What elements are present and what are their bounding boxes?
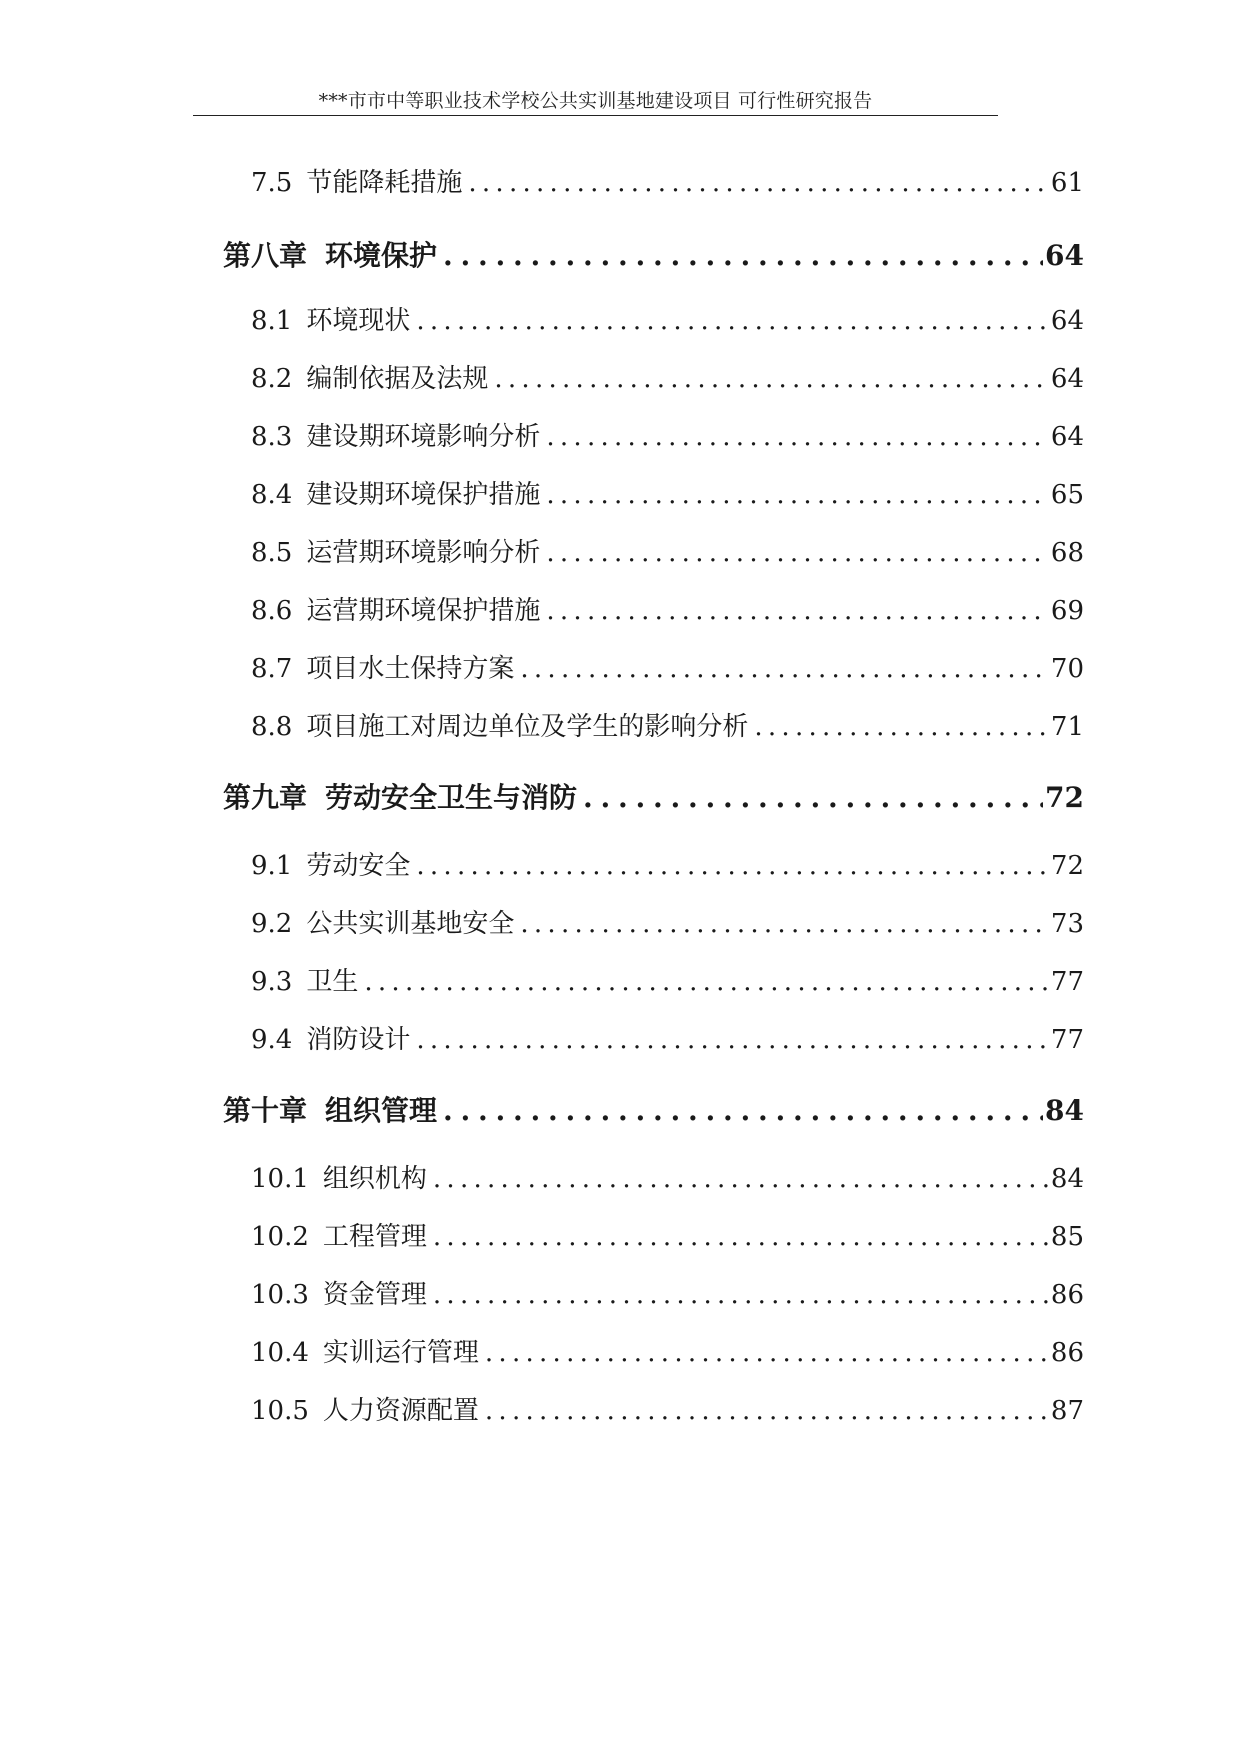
toc-chapter-title: 环境保护 — [325, 239, 438, 272]
toc-chapter-number: 第九章 — [223, 781, 308, 814]
toc-dot-leader — [546, 480, 1049, 510]
toc-entry-title: 消防设计 — [306, 1025, 411, 1055]
toc-dot-leader — [416, 306, 1049, 336]
toc-chapter-page: 84 — [1045, 1094, 1084, 1127]
toc-entry-page: 64 — [1050, 364, 1084, 394]
toc-entry-page: 64 — [1050, 422, 1084, 452]
toc-entry-8-6[interactable] — [251, 590, 1084, 627]
toc-entry-title: 公共实训基地安全 — [306, 909, 515, 939]
toc-entry-9-3[interactable] — [251, 961, 1084, 998]
toc-entry-title: 编制依据及法规 — [306, 364, 489, 394]
toc-dot-leader — [468, 168, 1049, 198]
toc-entry-number: 9.3 — [251, 967, 293, 997]
toc-dot-leader — [416, 1025, 1049, 1055]
toc-chapter-title: 组织管理 — [325, 1094, 438, 1127]
toc-dot-leader — [433, 1222, 1049, 1252]
toc-dot-leader — [546, 538, 1049, 568]
toc-entry-number: 8.8 — [251, 712, 293, 742]
toc-entry-title: 资金管理 — [322, 1280, 427, 1310]
toc-entry-8-8[interactable] — [251, 706, 1084, 743]
toc-entry-number: 8.3 — [251, 422, 293, 452]
toc-entry-number: 7.5 — [251, 168, 293, 198]
toc-entry-page: 72 — [1050, 851, 1084, 881]
toc-chapter-number: 第十章 — [223, 1094, 308, 1127]
toc-entry-title: 节能降耗措施 — [306, 168, 463, 198]
toc-dot-leader — [520, 654, 1049, 684]
toc-chapter-8[interactable] — [223, 234, 1084, 274]
toc-entry-title: 环境现状 — [306, 306, 411, 336]
toc-chapter-10[interactable] — [223, 1089, 1084, 1129]
toc-entry-10-5[interactable] — [251, 1390, 1084, 1427]
toc-dot-leader — [416, 851, 1049, 881]
toc-entry-9-2[interactable] — [251, 903, 1084, 940]
toc-entry-number: 9.4 — [251, 1025, 293, 1055]
toc-entry-page: 86 — [1050, 1338, 1084, 1368]
toc-entry-number: 8.6 — [251, 596, 293, 626]
toc-entry-page: 73 — [1050, 909, 1084, 939]
toc-entry-number: 8.2 — [251, 364, 293, 394]
toc-entry-page: 61 — [1050, 168, 1084, 198]
toc-chapter-number: 第八章 — [223, 239, 308, 272]
toc-entry-title: 项目施工对周边单位及学生的影响分析 — [306, 712, 749, 742]
toc-entry-9-4[interactable] — [251, 1019, 1084, 1056]
toc-entry-number: 10.1 — [251, 1164, 309, 1194]
toc-entry-number: 8.4 — [251, 480, 293, 510]
toc-dot-leader — [364, 967, 1049, 997]
toc-dot-leader — [754, 712, 1049, 742]
toc-entry-number: 10.4 — [251, 1338, 309, 1368]
toc-entry-8-2[interactable] — [251, 358, 1084, 395]
toc-entry-title: 实训运行管理 — [322, 1338, 479, 1368]
toc-entry-10-1[interactable] — [251, 1158, 1084, 1195]
toc-entry-10-2[interactable] — [251, 1216, 1084, 1253]
toc-dot-leader — [443, 1094, 1043, 1127]
running-header: ***市市中等职业技术学校公共实训基地建设项目 可行性研究报告 — [318, 90, 873, 112]
toc-entry-number: 8.5 — [251, 538, 293, 568]
toc-entry-page: 86 — [1050, 1280, 1084, 1310]
toc-entry-title: 人力资源配置 — [322, 1396, 479, 1426]
toc-dot-leader — [494, 364, 1049, 394]
toc-dot-leader — [546, 422, 1049, 452]
toc-entry-number: 8.7 — [251, 654, 293, 684]
toc-chapter-9[interactable] — [223, 776, 1084, 816]
toc-entry-title: 运营期环境影响分析 — [306, 538, 541, 568]
toc-entry-8-5[interactable] — [251, 532, 1084, 569]
toc-dot-leader — [433, 1280, 1049, 1310]
toc-entry-7-5[interactable] — [251, 162, 1084, 199]
toc-entry-page: 64 — [1050, 306, 1084, 336]
toc-entry-page: 85 — [1050, 1222, 1084, 1252]
toc-chapter-page: 64 — [1045, 239, 1084, 272]
toc-entry-number: 9.1 — [251, 851, 293, 881]
toc-entry-title: 工程管理 — [322, 1222, 427, 1252]
toc-entry-title: 建设期环境影响分析 — [306, 422, 541, 452]
toc-dot-leader — [485, 1338, 1049, 1368]
toc-entry-10-3[interactable] — [251, 1274, 1084, 1311]
toc-entry-page: 87 — [1050, 1396, 1084, 1426]
toc-entry-number: 10.2 — [251, 1222, 309, 1252]
toc-dot-leader — [443, 239, 1043, 272]
toc-entry-title: 项目水土保持方案 — [306, 654, 515, 684]
toc-dot-leader — [433, 1164, 1049, 1194]
toc-entry-page: 84 — [1050, 1164, 1084, 1194]
toc-entry-page: 71 — [1050, 712, 1084, 742]
toc-entry-title: 组织机构 — [322, 1164, 427, 1194]
toc-entry-number: 10.3 — [251, 1280, 309, 1310]
toc-entry-page: 65 — [1050, 480, 1084, 510]
toc-entry-8-7[interactable] — [251, 648, 1084, 685]
toc-entry-8-4[interactable] — [251, 474, 1084, 511]
toc-entry-page: 70 — [1050, 654, 1084, 684]
toc-entry-page: 77 — [1050, 967, 1084, 997]
toc-entry-10-4[interactable] — [251, 1332, 1084, 1369]
toc-entry-page: 69 — [1050, 596, 1084, 626]
toc-dot-leader — [520, 909, 1049, 939]
toc-chapter-page: 72 — [1045, 781, 1084, 814]
toc-entry-number: 10.5 — [251, 1396, 309, 1426]
toc-entry-8-3[interactable] — [251, 416, 1084, 453]
toc-entry-number: 9.2 — [251, 909, 293, 939]
toc-entry-title: 建设期环境保护措施 — [306, 480, 541, 510]
toc-entry-8-1[interactable] — [251, 300, 1084, 337]
toc-entry-number: 8.1 — [251, 306, 293, 336]
toc-dot-leader — [485, 1396, 1049, 1426]
toc-dot-leader — [583, 781, 1043, 814]
toc-entry-page: 68 — [1050, 538, 1084, 568]
toc-entry-title: 运营期环境保护措施 — [306, 596, 541, 626]
toc-dot-leader — [546, 596, 1049, 626]
toc-entry-title: 劳动安全 — [306, 851, 411, 881]
toc-entry-9-1[interactable] — [251, 845, 1084, 882]
toc-chapter-title: 劳动安全卫生与消防 — [325, 781, 578, 814]
toc-entry-page: 77 — [1050, 1025, 1084, 1055]
toc-entry-title: 卫生 — [306, 967, 359, 997]
